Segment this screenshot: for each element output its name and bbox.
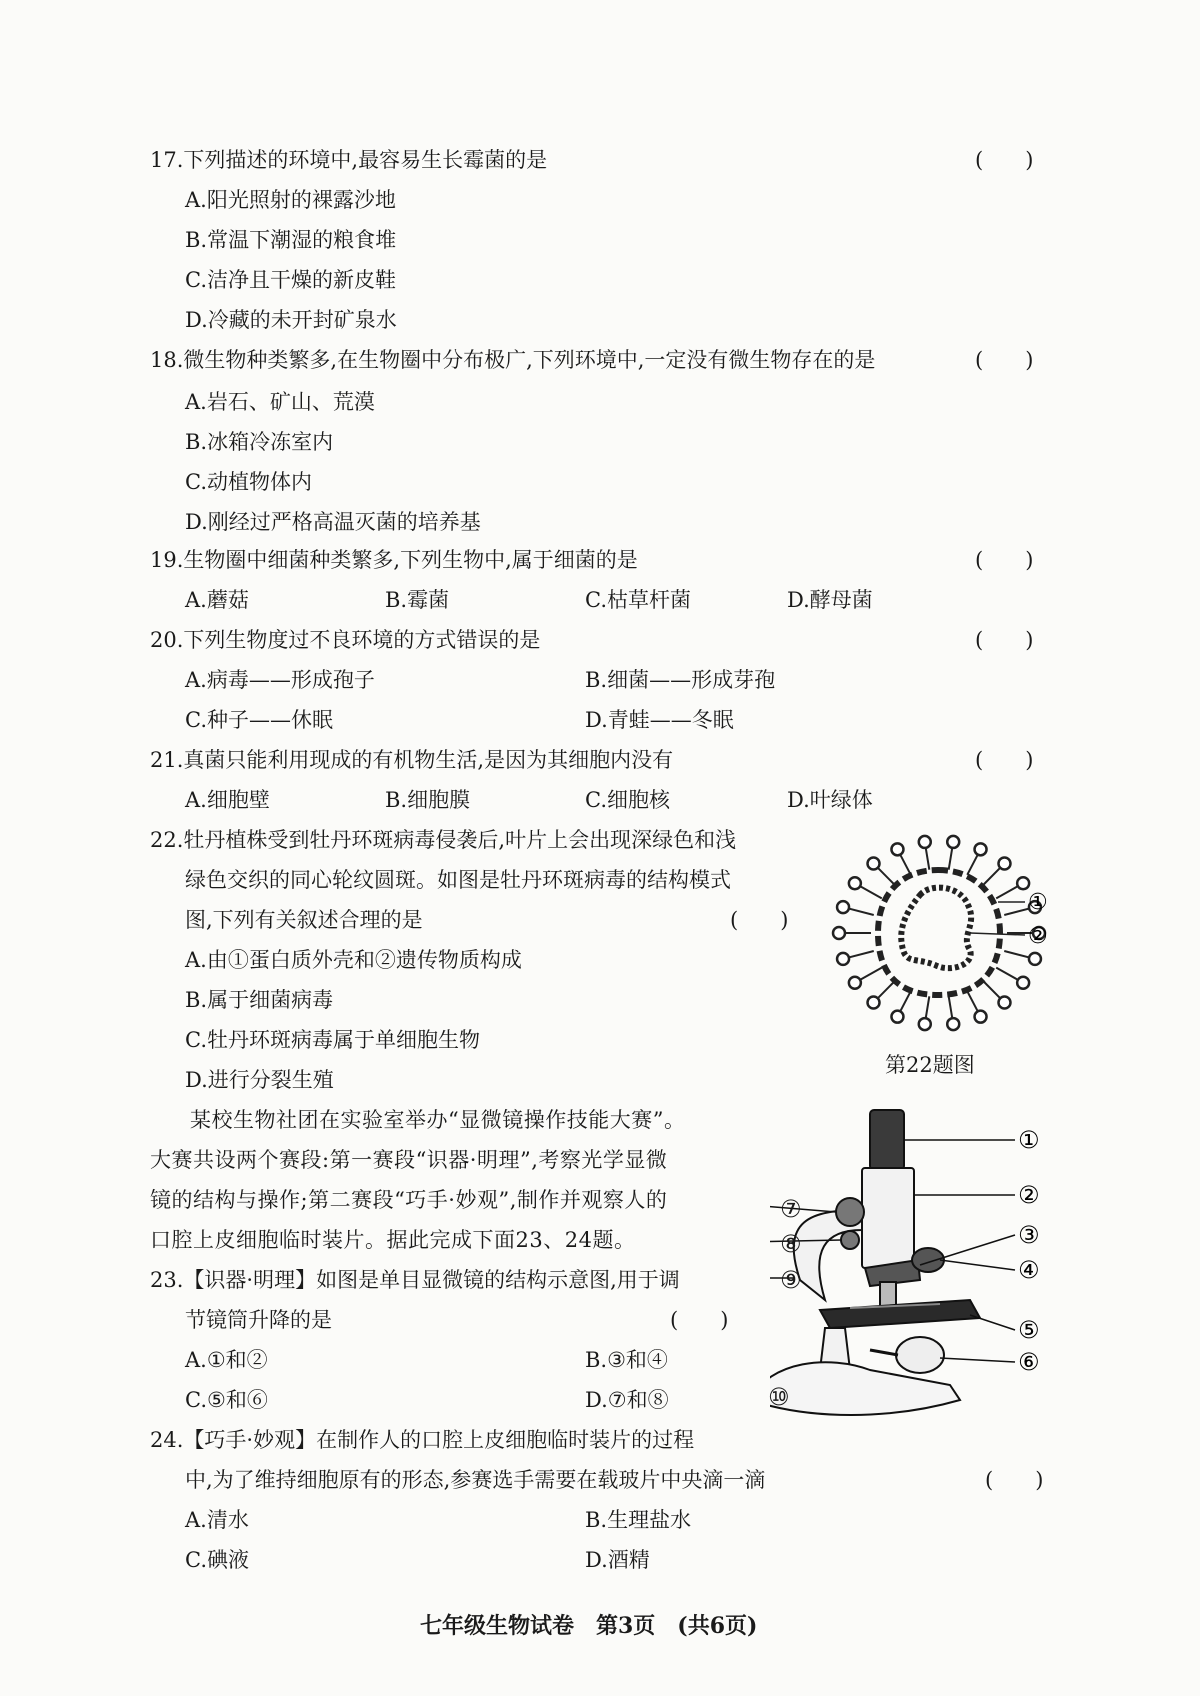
virus-spike-head <box>833 927 845 939</box>
fine-focus-knob <box>841 1231 859 1249</box>
q18-option-d: D.刚经过严格高温灭菌的培养基 <box>185 510 481 534</box>
q22-stem-line3: 图,下列有关叙述合理的是 <box>185 908 423 932</box>
microscope-label-6: ⑥ <box>1018 1348 1040 1376</box>
q20-option-c: C.种子——休眠 <box>185 708 333 732</box>
q23-option-c: C.⑤和⑥ <box>185 1388 268 1412</box>
q17-option-a: A.阳光照射的裸露沙地 <box>185 188 396 212</box>
q17-option-d: D.冷藏的未开封矿泉水 <box>185 308 397 332</box>
virus-label-2: ② <box>1028 924 1048 949</box>
q22-option-a: A.由①蛋白质外壳和②遗传物质构成 <box>185 948 522 972</box>
lens-tube <box>862 1168 914 1268</box>
virus-spike-head <box>975 843 987 855</box>
q19-stem: 19.生物圈中细菌种类繁多,下列生物中,属于细菌的是 <box>150 548 638 572</box>
q19-option-d: D.酵母菌 <box>787 588 873 612</box>
q17-option-b: B.常温下潮湿的粮食堆 <box>185 228 397 252</box>
microscope-label-9: ⑨ <box>780 1266 802 1294</box>
q22-option-c: C.牡丹环斑病毒属于单细胞生物 <box>185 1028 480 1052</box>
q23-stem-line1: 23.【识器·明理】如图是单目显微镜的结构示意图,用于调 <box>150 1268 680 1292</box>
q24-stem-line2: 中,为了维持细胞原有的形态,参赛选手需要在载玻片中央滴一滴 <box>185 1468 766 1492</box>
q23-answer-paren[interactable]: ( ) <box>670 1308 729 1332</box>
microscope-figure <box>770 1100 1070 1430</box>
virus-spike-head <box>975 1011 987 1023</box>
virus-spike-head <box>947 1018 959 1030</box>
virus-spike-head <box>1017 877 1029 889</box>
q21-stem: 21.真菌只能利用现成的有机物生活,是因为其细胞内没有 <box>150 748 674 772</box>
mirror <box>896 1337 944 1373</box>
q19-answer-paren[interactable]: ( ) <box>975 548 1034 572</box>
q23-option-b: B.③和④ <box>585 1348 668 1372</box>
q20-stem: 20.下列生物度过不良环境的方式错误的是 <box>150 628 541 652</box>
virus-structure-figure <box>810 825 1070 1045</box>
q24-stem-line1: 24.【巧手·妙观】在制作人的口腔上皮细胞临时装片的过程 <box>150 1428 695 1452</box>
q19-option-a: A.蘑菇 <box>185 588 249 612</box>
q24-option-a: A.清水 <box>185 1508 249 1532</box>
q19-option-b: B.霉菌 <box>385 588 450 612</box>
virus-protein-spikes <box>833 836 1045 1030</box>
virus-spike-head <box>1017 977 1029 989</box>
q24-option-d: D.酒精 <box>585 1548 650 1572</box>
coarse-focus-knob <box>836 1198 864 1226</box>
microscope-label-7: ⑦ <box>780 1195 802 1223</box>
virus-spike-head <box>919 836 931 848</box>
virus-spike-head <box>891 1011 903 1023</box>
virus-spike-head <box>837 901 849 913</box>
virus-spike-head <box>868 857 880 869</box>
label6-leader <box>940 1358 1015 1362</box>
page-footer: 七年级生物试卷 第3页 (共6页) <box>420 1613 758 1639</box>
passage-line2: 大赛共设两个赛段:第一赛段“识器·明理”,考察光学显微 <box>150 1148 668 1172</box>
microscope-label-5: ⑤ <box>1018 1316 1040 1344</box>
virus-spike-head <box>849 877 861 889</box>
microscope-label-10: ⑩ <box>768 1383 790 1411</box>
virus-genetic-material <box>901 888 971 969</box>
stage <box>820 1300 980 1328</box>
q23-stem-line2: 节镜筒升降的是 <box>185 1308 332 1332</box>
virus-spike-head <box>998 857 1010 869</box>
q20-answer-paren[interactable]: ( ) <box>975 628 1034 652</box>
q17-stem: 17.下列描述的环境中,最容易生长霉菌的是 <box>150 148 548 172</box>
q23-option-a: A.①和② <box>185 1348 268 1372</box>
virus-spike-head <box>998 997 1010 1009</box>
microscope-label-2: ② <box>1018 1181 1040 1209</box>
q22-stem-line1: 22.牡丹植株受到牡丹环斑病毒侵袭后,叶片上会出现深绿色和浅 <box>150 828 737 852</box>
passage-line3: 镜的结构与操作;第二赛段“巧手·妙观”,制作并观察人的 <box>150 1188 668 1212</box>
virus-spike-head <box>919 1018 931 1030</box>
q21-option-d: D.叶绿体 <box>787 788 873 812</box>
eyepiece <box>870 1110 904 1170</box>
q22-stem-line2: 绿色交织的同心轮纹圆斑。如图是牡丹环斑病毒的结构模式 <box>185 868 731 892</box>
label4-leader <box>940 1260 1015 1270</box>
q19-option-c: C.枯草杆菌 <box>585 588 691 612</box>
label5-leader <box>970 1315 1015 1330</box>
q22-answer-paren[interactable]: ( ) <box>730 908 789 932</box>
q17-option-c: C.洁净且干燥的新皮鞋 <box>185 268 396 292</box>
passage-line4: 口腔上皮细胞临时装片。据此完成下面23、24题。 <box>150 1228 636 1252</box>
virus-capsid-ring <box>878 870 1000 995</box>
q18-option-a: A.岩石、矿山、荒漠 <box>185 390 375 414</box>
q20-option-d: D.青蛙——冬眠 <box>585 708 734 732</box>
q24-answer-paren[interactable]: ( ) <box>985 1468 1044 1492</box>
passage-line1: 某校生物社团在实验室举办“显微镜操作技能大赛”。 <box>190 1108 686 1132</box>
q21-answer-paren[interactable]: ( ) <box>975 748 1034 772</box>
objective-lens-2 <box>912 1248 944 1272</box>
virus-spike-head <box>868 997 880 1009</box>
q18-option-b: B.冰箱冷冻室内 <box>185 430 334 454</box>
microscope-label-3: ③ <box>1018 1221 1040 1249</box>
q18-stem: 18.微生物种类繁多,在生物圈中分布极广,下列环境中,一定没有微生物存在的是 <box>150 348 876 372</box>
q22-option-b: B.属于细菌病毒 <box>185 988 334 1012</box>
q21-option-c: C.细胞核 <box>585 788 670 812</box>
microscope-label-8: ⑧ <box>780 1230 802 1258</box>
q18-answer-paren[interactable]: ( ) <box>975 348 1034 372</box>
q22-figure-caption: 第22题图 <box>885 1053 975 1077</box>
microscope-label-4: ④ <box>1018 1256 1040 1284</box>
q20-option-a: A.病毒——形成孢子 <box>185 668 375 692</box>
virus-spike-head <box>837 953 849 965</box>
virus-spike-head <box>891 843 903 855</box>
virus-spike-head <box>1029 953 1041 965</box>
q23-option-d: D.⑦和⑧ <box>585 1388 669 1412</box>
q22-option-d: D.进行分裂生殖 <box>185 1068 334 1092</box>
mirror-stem <box>870 1350 898 1355</box>
q18-option-c: C.动植物体内 <box>185 470 312 494</box>
microscope-label-1: ① <box>1018 1126 1040 1154</box>
q21-option-a: A.细胞壁 <box>185 788 270 812</box>
virus-spike-head <box>947 836 959 848</box>
virus-label-1: ① <box>1028 890 1048 915</box>
q20-option-b: B.细菌——形成芽孢 <box>585 668 776 692</box>
q24-option-c: C.碘液 <box>185 1548 249 1572</box>
q24-option-b: B.生理盐水 <box>585 1508 692 1532</box>
q17-answer-paren[interactable]: ( ) <box>975 148 1034 172</box>
virus-spike-head <box>849 977 861 989</box>
q21-option-b: B.细胞膜 <box>385 788 471 812</box>
